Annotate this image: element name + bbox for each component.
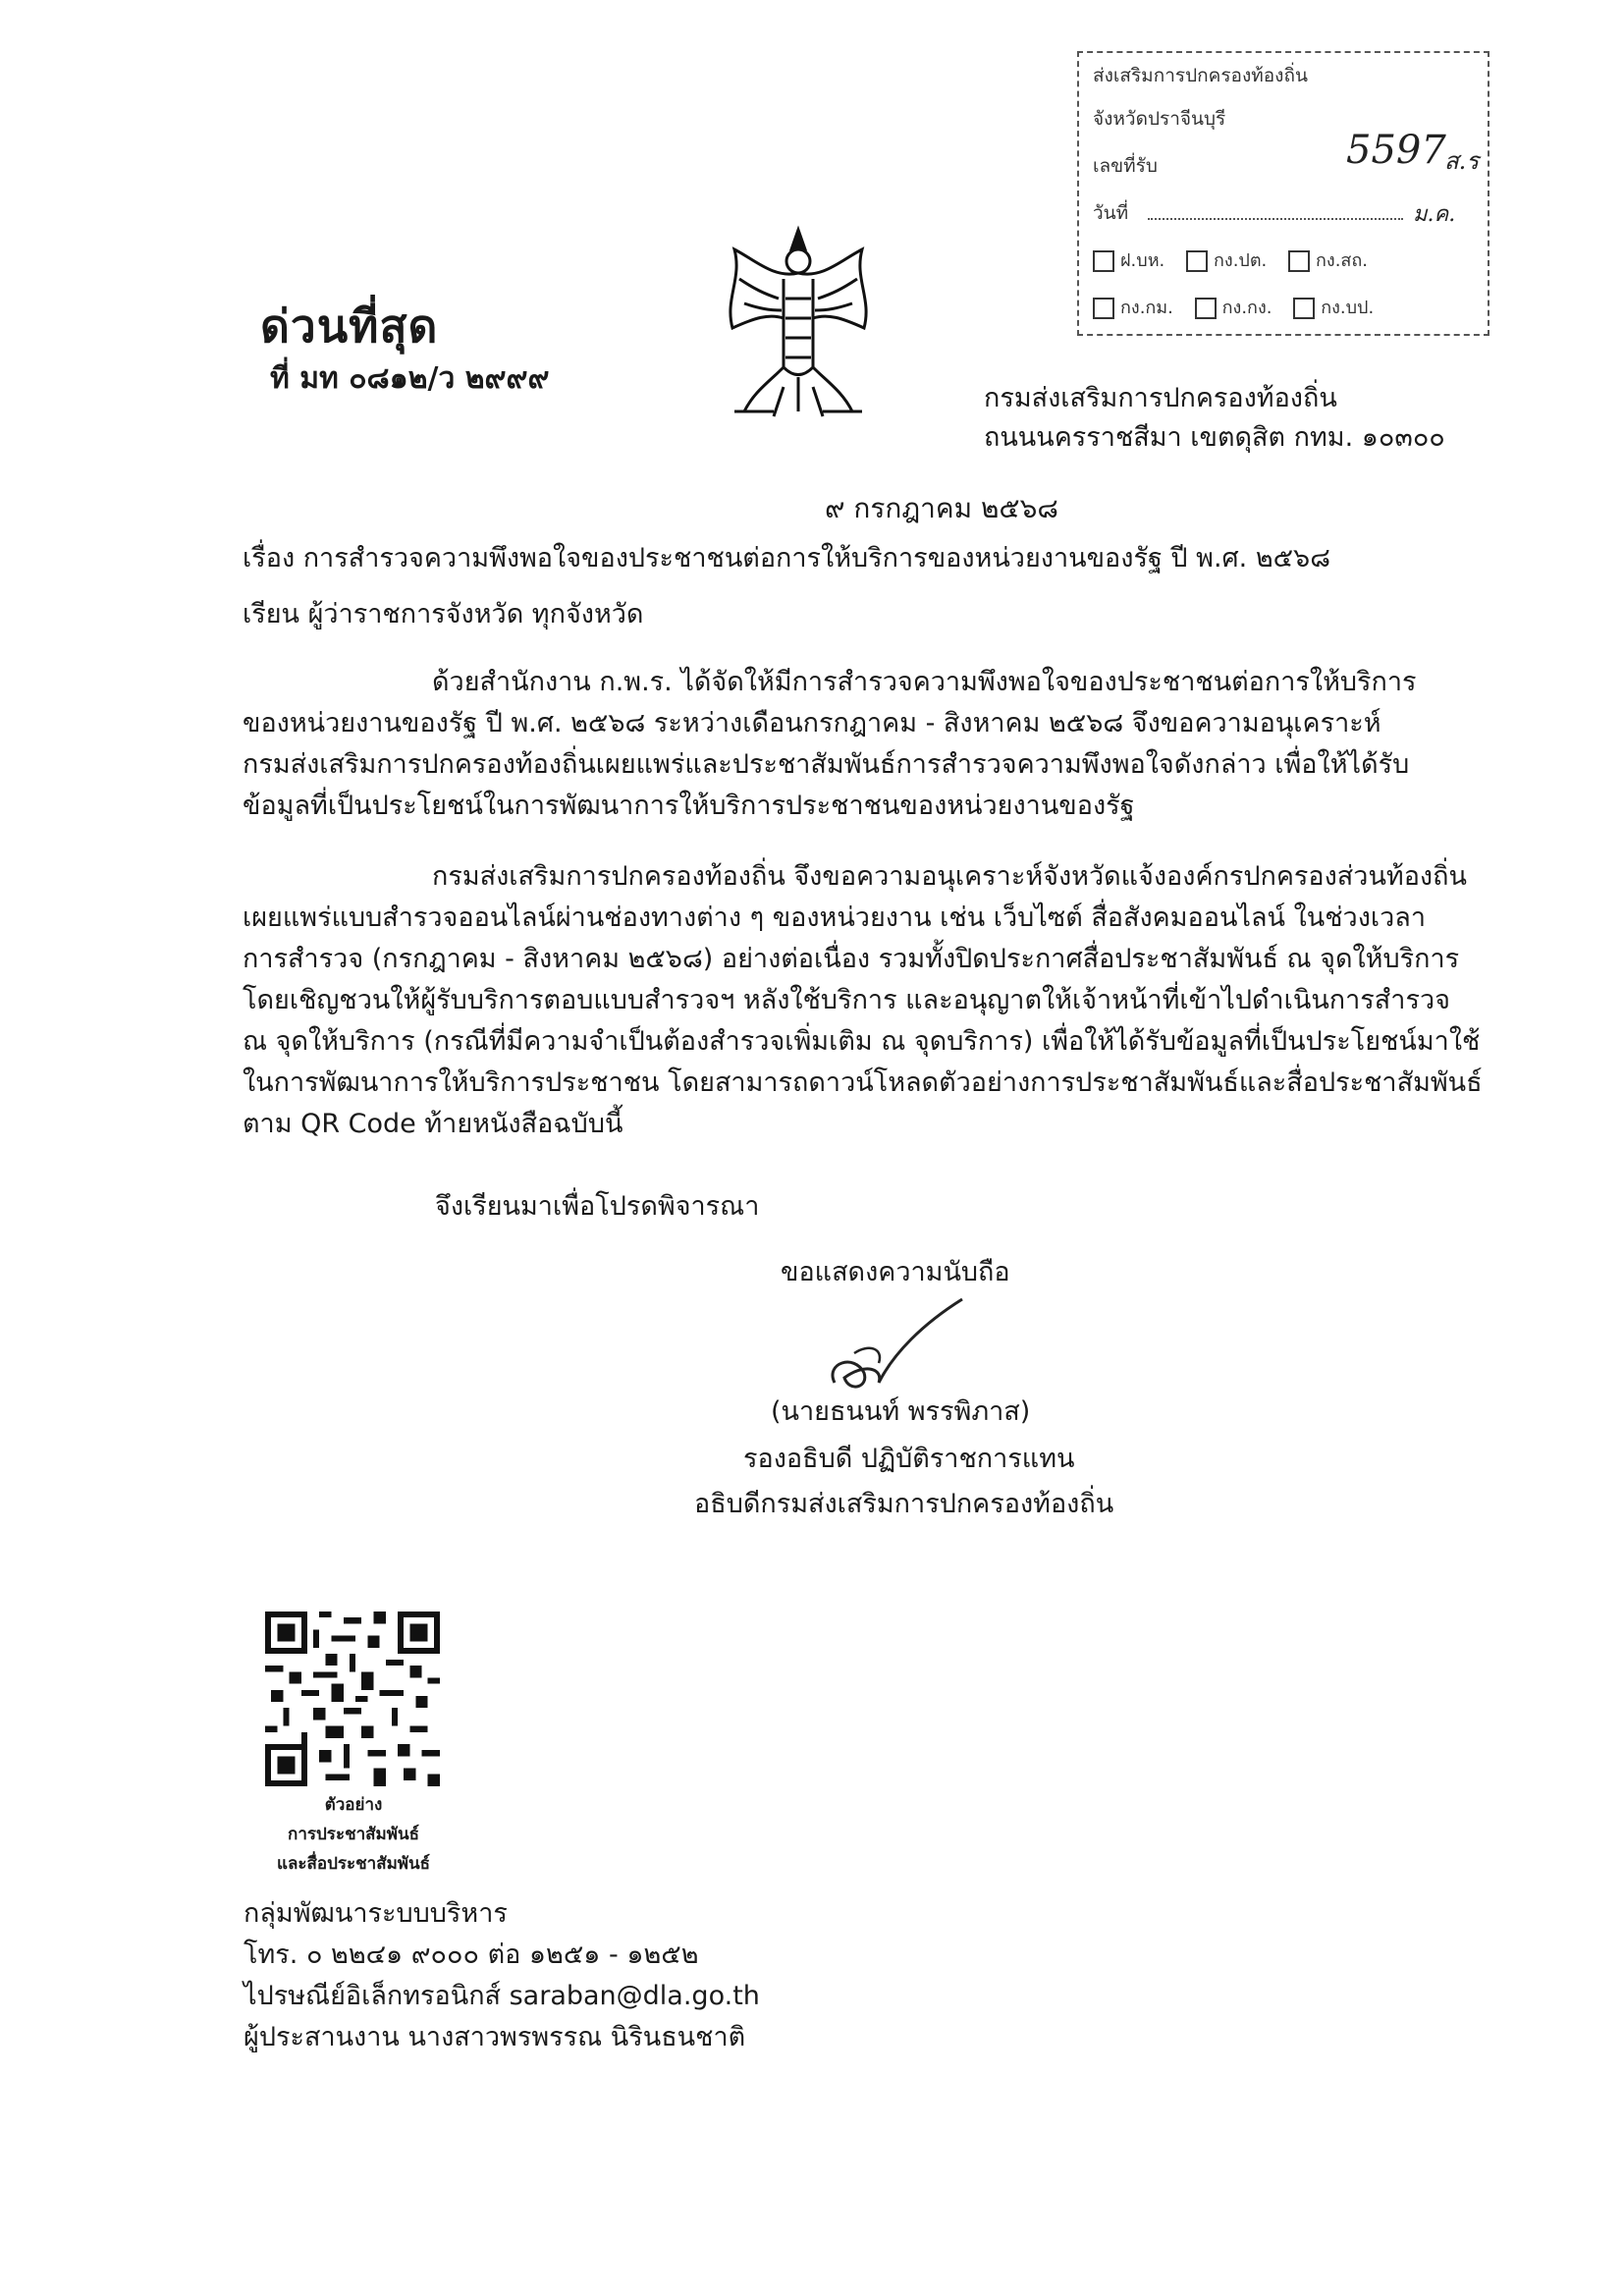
contact-division: กลุ่มพัฒนาระบบบริหาร bbox=[244, 1898, 508, 1929]
stamp-date-label: วันที่ bbox=[1093, 202, 1129, 224]
stamp-number-label: เลขที่รับ bbox=[1093, 155, 1158, 177]
body-paragraph-2 bbox=[243, 856, 1483, 1145]
reference-number: ที่ มท ๐๘๑๒/ว ๒๙๙๙ bbox=[270, 361, 550, 396]
checkbox-icon bbox=[1093, 298, 1114, 319]
paragraph-line: ในการพัฒนาการให้บริการประชาชน โดยสามารถดาวน์โหลดตัวอย่างการประชาสัมพันธ์และสื่อประชาสัมพันธ์ bbox=[243, 1067, 1483, 1098]
body-paragraph-1 bbox=[243, 662, 1417, 827]
salutation: เรียน ผู้ว่าราชการจังหวัด ทุกจังหวัด bbox=[243, 599, 644, 629]
receipt-stamp bbox=[1077, 51, 1489, 336]
qr-caption-line-2: การประชาสัมพันธ์ bbox=[288, 1825, 419, 1844]
stamp-checkbox-row-1: ฝ.บห. กง.ปต. กง.สถ. bbox=[1093, 246, 1383, 274]
regards-line: ขอแสดงความนับถือ bbox=[781, 1257, 1010, 1287]
handwritten-signature bbox=[825, 1294, 972, 1402]
paragraph-line: ของหน่วยงานของรัฐ ปี พ.ศ. ๒๕๖๘ ระหว่างเดือนกรกฎาคม - สิงหาคม ๒๕๖๘ จึงขอความอนุเคราะห์ bbox=[243, 708, 1381, 738]
paragraph-line: ตาม QR Code ท้ายหนังสือฉบับนี้ bbox=[243, 1109, 623, 1139]
contact-email: ไปรษณีย์อิเล็กทรอนิกส์ saraban@dla.go.th bbox=[244, 1981, 760, 2011]
urgency-label: ด่วนที่สุด bbox=[260, 300, 439, 353]
department-address: ถนนนครราชสีมา เขตดุสิต กทม. ๑๐๓๐๐ bbox=[984, 422, 1445, 453]
stamp-date-line bbox=[1148, 218, 1403, 220]
signer-position-1: รองอธิบดี ปฏิบัติราชการแทน bbox=[743, 1444, 1075, 1474]
signer-name: (นายธนนท์ พรรพิภาส) bbox=[771, 1396, 1031, 1427]
checkbox-icon bbox=[1186, 250, 1208, 272]
document-date: ๙ กรกฎาคม ๒๕๖๘ bbox=[825, 492, 1058, 524]
paragraph-line: กรมส่งเสริมการปกครองท้องถิ่น จึงขอความอนุเคราะห์จังหวัดแจ้งองค์กรปกครองส่วนท้องถิ่น bbox=[432, 861, 1467, 892]
stamp-checkbox-row-2: กง.กม. กง.กง. กง.บป. bbox=[1093, 293, 1389, 321]
checkbox-icon bbox=[1293, 298, 1315, 319]
paragraph-line: การสำรวจ (กรกฎาคม - สิงหาคม ๒๕๖๘) อย่างต่อเนื่อง รวมทั้งปิดประกาศสื่อประชาสัมพันธ์ ณ จุดให้บริการ bbox=[243, 944, 1460, 974]
garuda-emblem-icon bbox=[715, 220, 882, 426]
stamp-line-2: จังหวัดปราจีนบุรี bbox=[1093, 108, 1226, 130]
stamp-date-value: ม.ค. bbox=[1413, 202, 1456, 227]
paragraph-line: กรมส่งเสริมการปกครองท้องถิ่นเผยแพร่และประชาสัมพันธ์การสำรวจความพึงพอใจดังกล่าว เพื่อให้ได้รับ bbox=[243, 749, 1410, 780]
stamp-line-1: ส่งเสริมการปกครองท้องถิ่น bbox=[1093, 65, 1308, 86]
stamp-number-value: 5597 bbox=[1346, 128, 1446, 173]
signer-position-2: อธิบดีกรมส่งเสริมการปกครองท้องถิ่น bbox=[694, 1489, 1114, 1519]
stamp-number-suffix: ส.ร bbox=[1444, 147, 1480, 175]
paragraph-line: ข้อมูลที่เป็นประโยชน์ในการพัฒนาการให้บริการประชาชนของหน่วยงานของรัฐ bbox=[243, 791, 1135, 821]
qr-caption-line-1: ตัวอย่าง bbox=[324, 1795, 383, 1815]
checkbox-icon bbox=[1093, 250, 1114, 272]
department-name: กรมส่งเสริมการปกครองท้องถิ่น bbox=[984, 383, 1337, 413]
paragraph-line: โดยเชิญชวนให้ผู้รับบริการตอบแบบสำรวจฯ หลังใช้บริการ และอนุญาตให้เจ้าหน้าที่เข้าไปดำเนินการสำรวจ bbox=[243, 985, 1450, 1015]
qr-caption-line-3: และสื่อประชาสัมพันธ์ bbox=[276, 1854, 430, 1874]
checkbox-icon bbox=[1195, 298, 1217, 319]
paragraph-line: ณ จุดให้บริการ (กรณีที่มีความจำเป็นต้องสำรวจเพิ่มเติม ณ จุดบริการ) เพื่อให้ได้รับข้อมูลที่เป็นประโยชน์มาใช้ bbox=[243, 1026, 1481, 1057]
contact-phone: โทร. ๐ ๒๒๔๑ ๙๐๐๐ ต่อ ๑๒๕๑ - ๑๒๕๒ bbox=[244, 1940, 699, 1970]
checkbox-icon bbox=[1288, 250, 1310, 272]
contact-coordinator: ผู้ประสานงาน นางสาวพรพรรณ นิรินธนชาติ bbox=[244, 2022, 746, 2052]
closing-line: จึงเรียนมาเพื่อโปรดพิจารณา bbox=[435, 1191, 760, 1222]
qr-code-icon bbox=[265, 1612, 440, 1786]
subject-line: เรื่อง การสำรวจความพึงพอใจของประชาชนต่อการให้บริการของหน่วยงานของรัฐ ปี พ.ศ. ๒๕๖๘ bbox=[243, 543, 1331, 574]
paragraph-line: ด้วยสำนักงาน ก.พ.ร. ได้จัดให้มีการสำรวจความพึงพอใจของประชาชนต่อการให้บริการ bbox=[432, 667, 1417, 697]
paragraph-line: เผยแพร่แบบสำรวจออนไลน์ผ่านช่องทางต่าง ๆ ของหน่วยงาน เช่น เว็บไซต์ สื่อสังคมออนไลน์ ในช่วงเวลา bbox=[243, 902, 1426, 933]
